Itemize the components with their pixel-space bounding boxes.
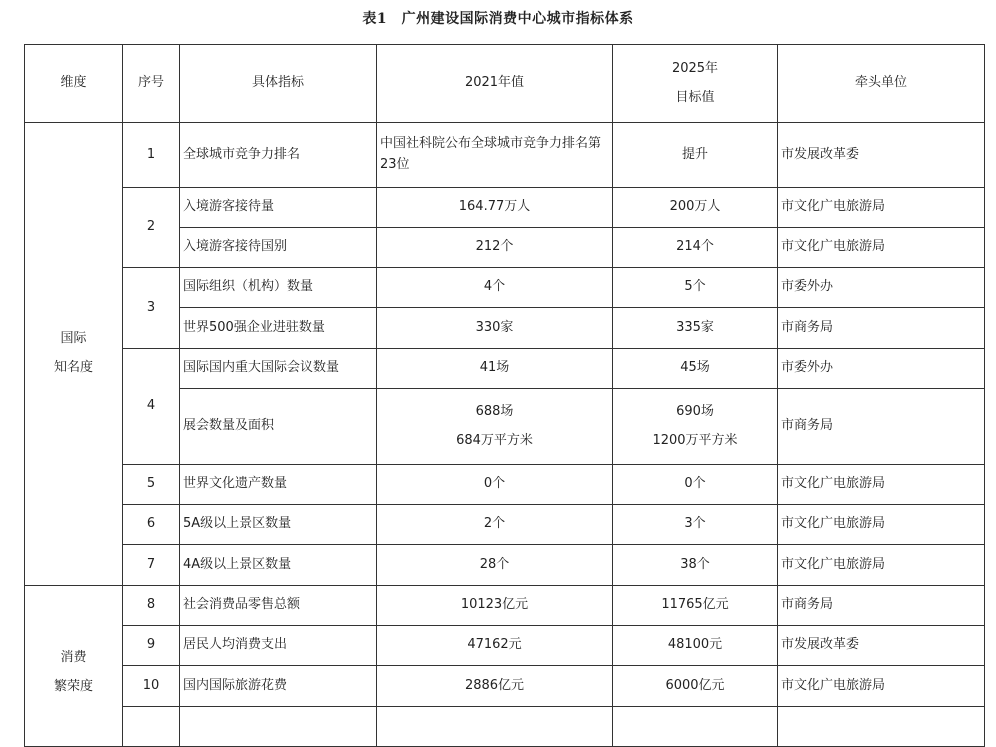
lead-unit-cell: 市文化广电旅游局 xyxy=(778,465,985,505)
value-2021-cell: 41场 xyxy=(377,349,613,389)
dimension-label-line1: 消费 xyxy=(60,650,87,665)
value-2025-cell: 5个 xyxy=(613,268,778,308)
value-2025-cell: 6000亿元 xyxy=(613,666,778,707)
value-2021-line1: 688场 xyxy=(475,403,514,419)
dimension-cell-international xyxy=(25,123,123,586)
table-row xyxy=(25,123,985,188)
indicator-cell: 居民人均消费支出 xyxy=(180,626,377,666)
header-indicator: 具体指标 xyxy=(180,45,377,123)
dimension-label-line1: 国际 xyxy=(60,331,87,347)
table-row xyxy=(25,666,985,707)
value-2025-cell: 11765亿元 xyxy=(613,586,778,626)
indicator-cell xyxy=(180,707,377,747)
table-row xyxy=(25,268,985,308)
lead-unit-cell: 市商务局 xyxy=(778,308,985,349)
value-2021-cell: 28个 xyxy=(377,545,613,586)
value-2021-cell: 2886亿元 xyxy=(377,666,613,707)
row-number: 6 xyxy=(123,505,180,545)
row-number xyxy=(123,707,180,747)
table-row xyxy=(25,188,985,228)
value-2025-cell xyxy=(613,707,778,747)
indicator-table xyxy=(24,44,985,747)
header-lead-unit: 牵头单位 xyxy=(778,45,985,123)
value-2021-cell: 中国社科院公布全球城市竞争力排名第23位 xyxy=(377,123,613,188)
table-row xyxy=(25,707,985,747)
header-value-2025 xyxy=(613,45,778,123)
value-2021-cell xyxy=(377,707,613,747)
header-index: 序号 xyxy=(123,45,180,123)
value-2021-cell: 330家 xyxy=(377,308,613,349)
value-2025-line2: 1200万平方米 xyxy=(652,432,738,448)
value-2021-cell: 2个 xyxy=(377,505,613,545)
indicator-cell: 世界500强企业进驻数量 xyxy=(180,308,377,349)
lead-unit-cell: 市委外办 xyxy=(778,349,985,389)
value-2025-cell: 3个 xyxy=(613,505,778,545)
indicator-cell: 展会数量及面积 xyxy=(180,389,377,465)
row-number: 8 xyxy=(123,586,180,626)
table-row xyxy=(25,586,985,626)
indicator-cell: 全球城市竞争力排名 xyxy=(180,123,377,188)
value-2021-cell: 164.77万人 xyxy=(377,188,613,228)
value-2021-cell: 212个 xyxy=(377,228,613,268)
row-number: 2 xyxy=(123,188,180,268)
value-2021-cell: 10123亿元 xyxy=(377,586,613,626)
table-title: 表1 广州建设国际消费中心城市指标体系 xyxy=(362,11,634,27)
row-number: 5 xyxy=(123,465,180,505)
header-dimension: 维度 xyxy=(25,45,123,123)
value-2025-cell: 335家 xyxy=(613,308,778,349)
row-number: 4 xyxy=(123,349,180,465)
row-number: 1 xyxy=(123,123,180,188)
value-2025-cell: 200万人 xyxy=(613,188,778,228)
value-2025-cell xyxy=(613,389,778,465)
table-row xyxy=(25,545,985,586)
lead-unit-cell: 市文化广电旅游局 xyxy=(778,188,985,228)
value-2021-line2: 684万平方米 xyxy=(456,432,533,448)
indicator-cell: 国内国际旅游花费 xyxy=(180,666,377,707)
value-2021-cell: 47162元 xyxy=(377,626,613,666)
lead-unit-cell: 市商务局 xyxy=(778,389,985,465)
indicator-cell: 入境游客接待国别 xyxy=(180,228,377,268)
value-2021-cell: 4个 xyxy=(377,268,613,308)
header-value-2025-line1: 2025年 xyxy=(671,60,719,76)
value-2025-cell: 提升 xyxy=(613,123,778,188)
value-2021-cell: 0个 xyxy=(377,465,613,505)
header-value-2021: 2021年值 xyxy=(377,45,613,123)
indicator-cell: 国际组织（机构）数量 xyxy=(180,268,377,308)
lead-unit-cell: 市文化广电旅游局 xyxy=(778,228,985,268)
indicator-cell: 入境游客接待量 xyxy=(180,188,377,228)
indicator-cell: 社会消费品零售总额 xyxy=(180,586,377,626)
table-row xyxy=(25,505,985,545)
lead-unit-cell: 市发展改革委 xyxy=(778,626,985,666)
lead-unit-cell: 市文化广电旅游局 xyxy=(778,545,985,586)
table-row xyxy=(25,465,985,505)
table-header-row xyxy=(25,45,985,123)
dimension-label-line2: 知名度 xyxy=(53,360,93,375)
lead-unit-cell: 市文化广电旅游局 xyxy=(778,505,985,545)
table-row xyxy=(25,349,985,389)
value-2025-cell: 48100元 xyxy=(613,626,778,666)
value-2025-line1: 690场 xyxy=(676,403,714,419)
dimension-label-line2: 繁荣度 xyxy=(53,678,93,694)
lead-unit-cell: 市发展改革委 xyxy=(778,123,985,188)
row-number: 3 xyxy=(123,268,180,349)
value-2021-cell xyxy=(377,389,613,465)
value-2025-cell: 214个 xyxy=(613,228,778,268)
table-row xyxy=(25,626,985,666)
lead-unit-cell: 市委外办 xyxy=(778,268,985,308)
row-number: 10 xyxy=(123,666,180,707)
row-number: 9 xyxy=(123,626,180,666)
indicator-cell: 世界文化遗产数量 xyxy=(180,465,377,505)
lead-unit-cell: 市文化广电旅游局 xyxy=(778,666,985,707)
row-number: 7 xyxy=(123,545,180,586)
indicator-cell: 4A级以上景区数量 xyxy=(180,545,377,586)
lead-unit-cell xyxy=(778,707,985,747)
value-2025-cell: 0个 xyxy=(613,465,778,505)
value-2025-cell: 38个 xyxy=(613,545,778,586)
lead-unit-cell: 市商务局 xyxy=(778,586,985,626)
value-2025-cell: 45场 xyxy=(613,349,778,389)
dimension-cell-consumption xyxy=(25,586,123,747)
indicator-cell: 国际国内重大国际会议数量 xyxy=(180,349,377,389)
indicator-cell: 5A级以上景区数量 xyxy=(180,505,377,545)
header-value-2025-line2: 目标值 xyxy=(675,89,715,105)
